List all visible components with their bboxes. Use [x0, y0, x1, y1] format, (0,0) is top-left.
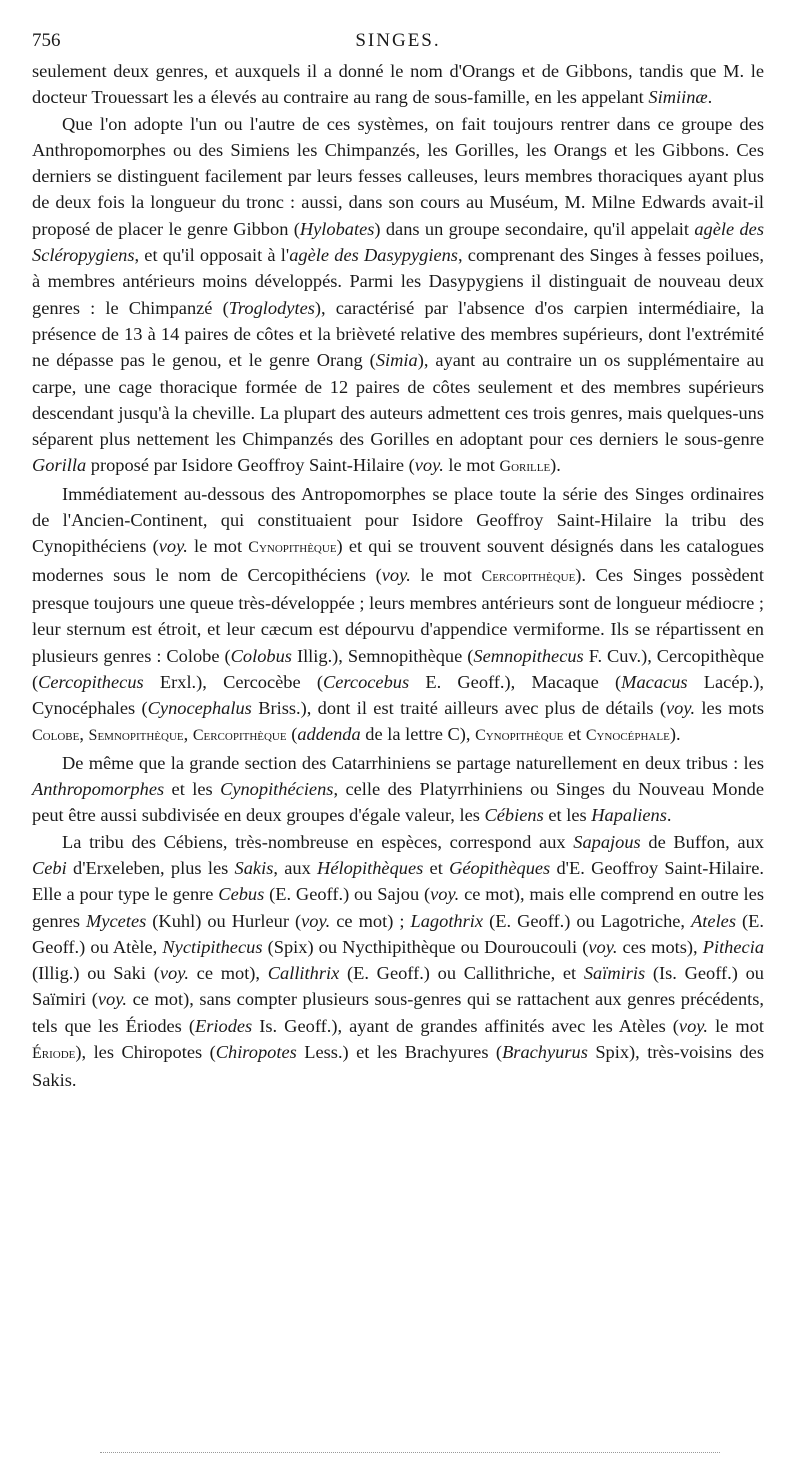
page	[32, 0, 764, 1094]
italic-term: voy.	[665, 698, 696, 719]
text-run: ce mot) ;	[330, 910, 411, 931]
italic-term: voy.	[430, 884, 460, 905]
text-run: le mot	[708, 1015, 765, 1036]
italic-term: agèle des Dasypygiens	[289, 245, 458, 266]
text-run: Lacép.), Cynocéphales (	[32, 671, 764, 719]
text-run: ). Ces Singes possèdent presque toujours une queue très-développée ; leurs membres antérieurs sont de longueur médiocre ; leur sternum est étroit, et leur cæcum est dépourvu d'appendice vermiforme. Ils se répartissent en plusieurs genres : Colobe (	[32, 564, 764, 666]
text-run: ,	[79, 724, 89, 745]
text-run: ce mot),	[188, 963, 268, 984]
italic-term: Callithrix	[267, 963, 340, 984]
text-run: le mot	[443, 455, 500, 476]
text-run: ), ayant au contraire un os supplémentaire au carpe, une cage thoracique formée de 12 paires de côtes seulement et des membres supérieurs descendant jusqu'à la cheville. La plupart des auteurs admettent ces trois genres, mais quelques-uns séparent plus nettement les Chimpanzés des Gorilles en adoptant pour ces derniers le sous-genre	[32, 350, 764, 450]
italic-term: voy.	[97, 989, 127, 1010]
text-run: , comprenant des Singes à fesses poilues, à membres antérieurs moins développés. Parmi les Dasypygiens il distinguait de nouveau deux genres : le Chimpanzé (	[32, 245, 764, 318]
italic-term: Hylobates	[299, 218, 375, 239]
text-run: (Is. Geoff.) ou Saïmiri (	[32, 963, 764, 1010]
italic-term: Lagothrix	[410, 910, 484, 931]
text-run: ) dans un groupe secondaire, qu'il appelait	[374, 218, 695, 239]
text-run: ), les Chiropotes (	[75, 1041, 216, 1062]
small-caps-term: Cynopithèque	[248, 539, 337, 557]
text-run: (E. Geoff.) ou Lagotriche,	[483, 910, 692, 931]
italic-term: Cercocebus	[323, 671, 410, 692]
text-run: Que l'on adopte l'un ou l'autre de ces systèmes, on fait toujours rentrer dans ce groupe des Anthropomorphes ou des Simiens les Chimpanzés, les Gorilles, les Orangs et les Gibbons. Ces derniers se distinguent facilement par leurs fesses calleuses, leurs membres thoraciques ayant plus de deux fois la longueur du tronc : aussi, dans son cours au Muséum, M. Milne Edwards avait-il proposé de placer le genre Gibbon (	[32, 113, 764, 239]
small-caps-term: Semnopithèque	[88, 727, 184, 745]
text-run: le mot	[187, 536, 249, 557]
running-title: SINGES.	[355, 30, 441, 51]
text-run: d'Erxeleben, plus les	[66, 857, 235, 878]
text-run: de la lettre C),	[360, 724, 476, 745]
body-text	[32, 58, 764, 1094]
text-run: (Kuhl) ou Hurleur (	[146, 910, 302, 931]
text-run: ).	[669, 724, 681, 745]
text-run: (Illig.) ou Saki (	[32, 963, 160, 984]
page-number: 756	[32, 30, 61, 51]
text-run: (E. Geoff.) ou Atèle,	[32, 910, 764, 957]
italic-term: voy.	[158, 536, 188, 557]
footer-rule	[100, 1452, 720, 1453]
text-run: ce mot), sans compter plusieurs sous-genres qui se rattachent aux genres précédents, tels que les Ériodes (	[32, 989, 765, 1036]
small-caps-term: Colobe	[32, 727, 80, 745]
text-run: ) et qui se trouvent souvent désignés dans les catalogues modernes sous le nom de Cercopithéciens (	[32, 536, 764, 585]
italic-term: Semnopithecus	[473, 645, 584, 666]
text-run: et les	[543, 805, 592, 826]
small-caps-term: Cynopithèque	[475, 727, 564, 745]
italic-term: Pithecia	[702, 936, 765, 957]
page-header	[32, 0, 764, 58]
paragraph	[32, 481, 764, 750]
text-run: , aux	[273, 857, 318, 878]
text-run: Briss.), dont il est traité ailleurs avec plus de détails (	[251, 698, 666, 719]
italic-term: agèle des Scléropygiens	[32, 218, 764, 266]
text-run: (Spix) ou Nycthipithèque ou Douroucouli (	[262, 936, 589, 957]
paragraph	[32, 829, 764, 1094]
text-run: et	[563, 724, 586, 745]
italic-term: Troglodytes	[228, 297, 315, 318]
text-run: ces mots),	[617, 936, 703, 957]
text-run: .	[666, 805, 672, 826]
italic-term: Simia	[375, 350, 418, 371]
italic-term: Simiinæ	[648, 87, 708, 108]
paragraph	[32, 750, 764, 829]
text-run: Spix), très-voisins des Sakis.	[32, 1041, 764, 1091]
italic-term: voy.	[414, 455, 444, 476]
text-run: .	[707, 87, 713, 108]
small-caps-term: Gorille	[499, 458, 551, 476]
italic-term: Saïmiris	[583, 963, 646, 984]
italic-term: Chiropotes	[215, 1041, 297, 1062]
small-caps-term: Ériode	[32, 1044, 76, 1062]
text-run: , et qu'il opposait à l'	[134, 245, 290, 266]
italic-term: Ateles	[691, 910, 736, 931]
italic-term: voy.	[588, 936, 618, 957]
paragraph	[32, 111, 764, 481]
italic-term: Gorilla	[32, 455, 87, 476]
italic-term: voy.	[301, 910, 331, 931]
italic-term: Brachyurus	[502, 1041, 588, 1062]
text-run: seulement deux genres, et auxquels il a donné le nom d'Orangs et de Gibbons, tandis que M. le docteur Trouessart les a élevés au contraire au rang de sous-famille, en les appelant	[32, 61, 764, 108]
text-run: ), caractérisé par l'absence d'os carpien intermédiaire, la présence de 13 à 14 paires de côtes et la brièveté relative des membres supérieurs, dont l'extrémité ne dépasse pas le genou, et le genre Orang (	[32, 297, 764, 371]
italic-term: Colobus	[230, 645, 292, 666]
small-caps-term: Cercopithèque	[481, 567, 576, 585]
italic-term: voy.	[159, 963, 189, 984]
italic-term: Nyctipithecus	[162, 936, 263, 957]
small-caps-term: Cynocéphale	[585, 727, 670, 745]
text-run: F. Cuv.), Cercopithèque (	[32, 645, 764, 692]
text-run: La tribu des Cébiens, très-nombreuse en espèces, correspond aux	[62, 831, 574, 852]
text-run: , celle des Platyrrhiniens ou Singes du Nouveau Monde peut être aussi subdivisée en deux groupes d'égale valeur, les	[32, 779, 764, 826]
text-run: de Buffon, aux	[640, 831, 764, 852]
italic-term: Sakis	[234, 857, 274, 878]
italic-term: Hapaliens	[591, 805, 667, 826]
text-run: Illig.), Semnopithèque (	[291, 645, 474, 666]
text-run: ,	[183, 724, 193, 745]
text-run: ce mot), mais elle comprend en outre les genres	[32, 884, 764, 931]
text-run: (E. Geoff.) ou Sajou (	[264, 884, 431, 905]
text-run: De même que la grande section des Catarrhiniens se partage naturellement en deux tribus : les	[62, 752, 764, 773]
text-run: et	[423, 857, 450, 878]
text-run: proposé par Isidore Geoffroy Saint-Hilaire (	[86, 455, 415, 476]
italic-term: Cercopithecus	[38, 671, 144, 692]
italic-term: Cynocephalus	[147, 698, 252, 719]
italic-term: Cebus	[218, 884, 265, 905]
italic-term: Mycetes	[86, 910, 147, 931]
text-run: (E. Geoff.) ou Callithriche, et	[339, 963, 584, 984]
text-run: et les	[164, 779, 221, 800]
text-run: ).	[550, 455, 561, 476]
text-run: E. Geoff.), Macaque (	[409, 671, 622, 692]
italic-term: Cébiens	[484, 805, 544, 826]
italic-term: Eriodes	[195, 1015, 253, 1036]
text-run: Immédiatement au-dessous des Antropomorphes se place toute la série des Singes ordinaires de l'Ancien-Continent, qui constituaient pour Isidore Geoffroy Saint-Hilaire la tribu des Cynopithéciens (	[32, 483, 764, 557]
small-caps-term: Cercopithèque	[192, 727, 287, 745]
italic-term: Anthropomorphes	[32, 779, 165, 800]
paragraph	[32, 58, 764, 111]
text-run: d'E. Geoffroy Saint-Hilaire. Elle a pour type le genre	[32, 857, 765, 905]
italic-term: voy.	[381, 564, 411, 585]
text-run: Less.) et les Brachyures (	[296, 1041, 503, 1062]
italic-term: Sapajous	[573, 831, 641, 852]
text-run: Erxl.), Cercocèbe (	[143, 671, 323, 692]
text-run: le mot	[410, 564, 482, 585]
italic-term: Macacus	[621, 671, 688, 692]
italic-term: Géopithèques	[449, 857, 551, 878]
text-run: Is. Geoff.), ayant de grandes affinités avec les Atèles (	[252, 1015, 679, 1036]
italic-term: addenda	[297, 724, 361, 745]
text-run: (	[286, 724, 298, 745]
italic-term: Hélopithèques	[317, 857, 424, 878]
italic-term: voy.	[678, 1015, 709, 1036]
italic-term: Cynopithéciens	[220, 779, 334, 800]
text-run: les mots	[695, 698, 764, 719]
italic-term: Cebi	[32, 857, 67, 878]
